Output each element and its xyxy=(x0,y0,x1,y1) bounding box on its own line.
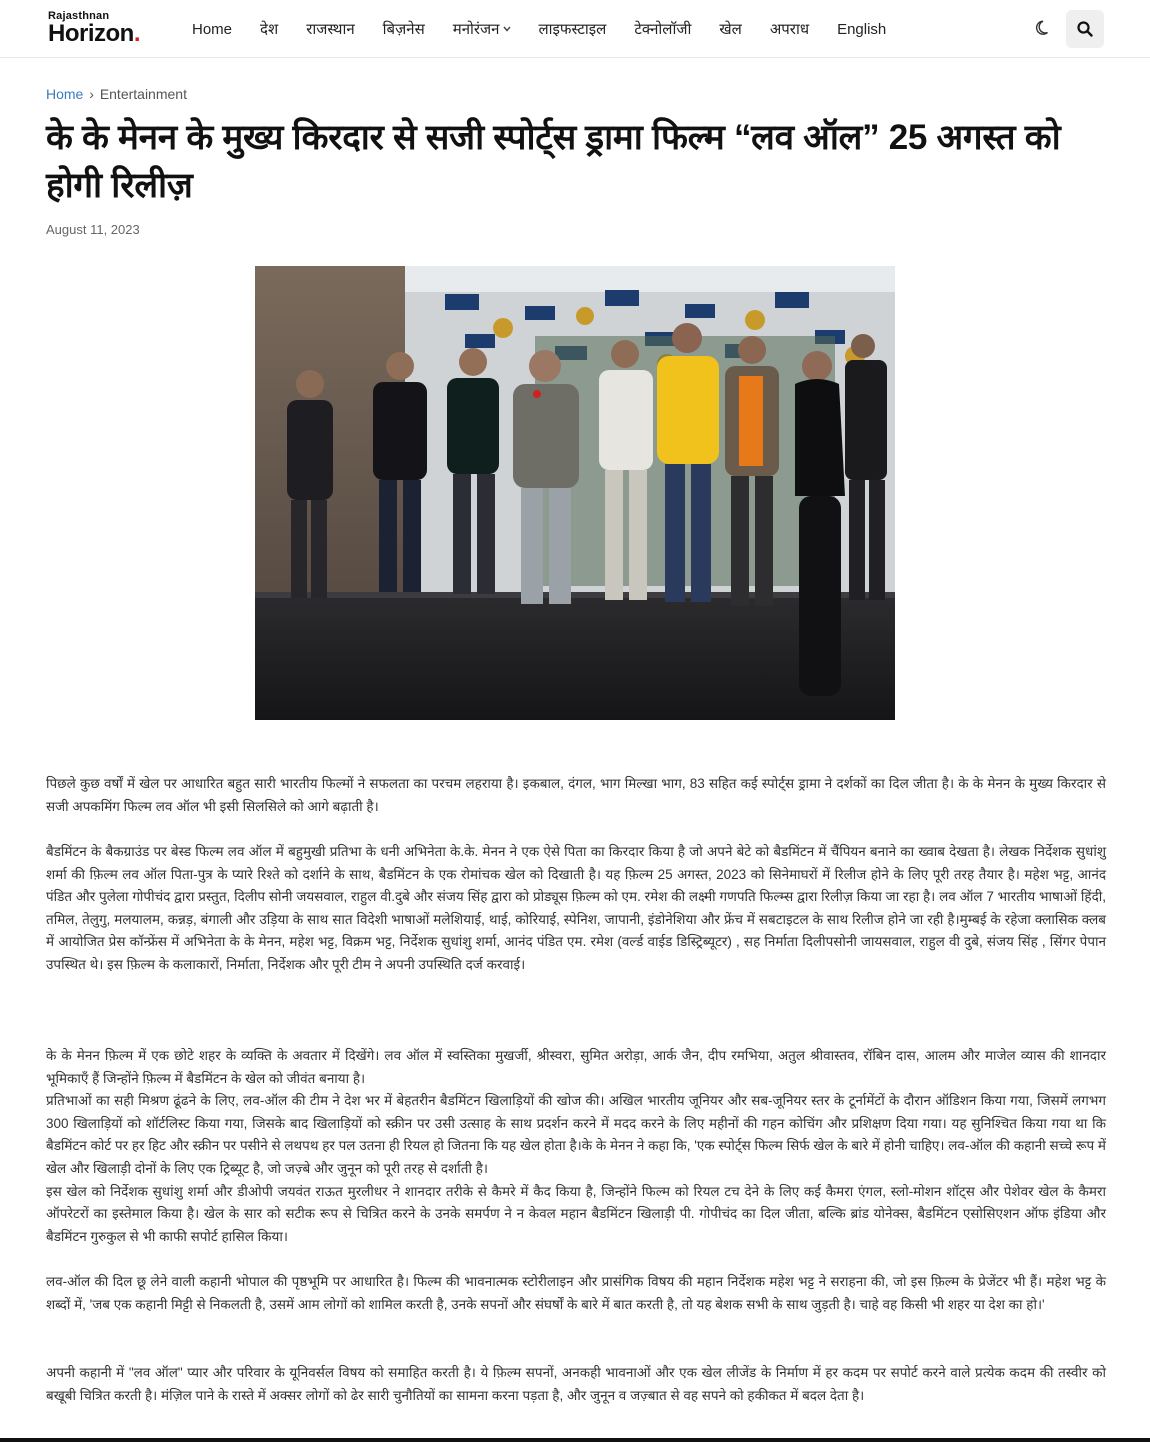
logo-dot: . xyxy=(133,20,140,47)
logo-top-text: Rajasthnan xyxy=(48,10,110,22)
breadcrumb xyxy=(46,86,187,102)
site-logo[interactable] xyxy=(48,10,168,50)
breadcrumb-home-link[interactable]: Home xyxy=(46,86,84,102)
nav-item-entertainment[interactable] xyxy=(453,19,511,39)
article-paragraph: अपनी कहानी में "लव ऑल" प्यार और परिवार के यूनिवर्सल विषय को समाहित करती है। ये फ़िल्म सपनों, अनकही भावनाओं और एक खेल लीजेंड के निर्माण में हर कदम पर सपोर्ट करने वाले प्रत्येक कदम की तस्वीर को बखूबी चित्रित करती है। मंज़िल पाने के रास्ते में अक्सर लोगों को ढेर सारी चुनौतियों का सामना करना पड़ता है, और जुनून व जज़्बात से वह सपने को हकीकत में बदल देता है। xyxy=(46,1365,1106,1403)
article-paragraph: पिछले कुछ वर्षों में खेल पर आधारित बहुत सारी भारतीय फिल्मों ने सफलता का परचम लहराया है। इकबाल, दंगल, भाग मिल्खा भाग, 83 सहित कई स्पोर्ट्स ड्रामा ने दर्शकों का दिल जीता है। के के मेनन के मुख्य किरदार से सजी अपकमिंग फिल्म लव ऑल भी इसी सिलसिले को आगे बढ़ाती है। xyxy=(46,776,1106,814)
footer-divider xyxy=(0,1438,1150,1442)
article-paragraph: बैडमिंटन के बैकग्राउंड पर बेस्ड फिल्म लव ऑल में बहुमुखी प्रतिभा के धनी अभिनेता के.के. मेनन ने एक ऐसे पिता का किरदार किया है जो अपने बेटे को बैडमिंटन में चैंपियन बनाने का ख्वाब देखता है। लेखक निर्देशक सुधांशु शर्मा की फ़िल्म लव ऑल पिता-पुत्र के प्यारे रिश्ते को दर्शाने के साथ, बैडमिंटन के एक रोमांचक खेल को दिखाती है। यह फ़िल्म 25 अगस्त, 2023 को सिनेमाघरों में रिलीज होने के लिए पूरी तरह तैयार है। महेश भट्ट, आनंद पंडित और पुलेला गोपीचंद द्वारा प्रस्तुत, दिलीप सोनी जयसवाल, राहुल वी.दुबे और संजय सिंह द्वारा को प्रोड्यूस फ़िल्म को एम. रमेश की लक्ष्मी गणपति फिल्म्स द्वारा रिलीज़ किया जा रहा है। लव ऑल 7 भारतीय भाषाओं हिंदी, तमिल, तेलुगु, मलयालम, कन्नड़, बंगाली और उड़िया के साथ सात विदेशी भाषाओं मलेशियाई, थाई, कोरियाई, स्पेनिश, जापानी, इंडोनेशिया और फ्रेंच में सबटाइटल के साथ रिलीज होने जा रही है।मुम्बई के रहेजा क्लासिक क्लब में आयोजित प्रेस कॉन्फ्रेंस में अभिनेता के के मेनन, महेश भट्ट, विक्रम भट्ट, निर्देशक सुधांशु शर्मा, आनंद पंडित एम. रमेश (वर्ल्ड वाईड डिस्ट्रिब्यूटर) , सह निर्माता दिलीपसोनी जायसवाल, राहुल वी दुबे, संजय सिंह , सिंगर पेपान उपस्थित थे। इस फ़िल्म के कलाकारों, निर्माता, निर्देशक और पूरी टीम ने अपनी उपस्थिति दर्ज करवाई। xyxy=(46,844,1106,972)
nav-item-rajasthan[interactable]: राजस्थान xyxy=(306,21,355,38)
nav-item-crime[interactable]: अपराध xyxy=(769,21,810,38)
nav-item-sports[interactable]: खेल xyxy=(719,21,742,38)
main-nav xyxy=(192,18,914,40)
nav-item-technology[interactable]: टेक्नोलॉजी xyxy=(634,21,692,38)
nav-item-desh[interactable]: देश xyxy=(260,21,279,38)
moon-icon[interactable] xyxy=(1034,18,1054,38)
nav-item-entertainment-label: मनोरंजन xyxy=(452,21,500,38)
nav-item-business[interactable]: बिज़नेस xyxy=(382,21,425,38)
article-date: August 11, 2023 xyxy=(46,222,140,237)
breadcrumb-current[interactable]: Entertainment xyxy=(99,86,187,102)
site-header xyxy=(0,0,1150,58)
chevron-down-icon xyxy=(503,24,511,34)
search-button[interactable] xyxy=(1066,10,1104,48)
nav-item-lifestyle[interactable]: लाइफस्टाइल xyxy=(538,21,607,38)
article-paragraph: के के मेनन फ़िल्म में एक छोटे शहर के व्यक्ति के अवतार में दिखेंगे। लव ऑल में स्वस्तिका मुखर्जी, श्रीस्वरा, सुमित अरोड़ा, आर्क जैन, दीप रमभिया, अतुल श्रीवास्तव, रॉबिन दास, आलम और माजेल व्यास की शानदार भूमिकाएँ हैं जिन्होंने फ़िल्म में बैडमिंटन के खेल को जीवंत बनाया है। प्रतिभाओं का सही मिश्रण ढूंढने के लिए, लव-ऑल की टीम ने देश भर में बेहतरीन बैडमिंटन खिलाड़ियों की खोज की। अखिल भारतीय जूनियर और सब-जूनियर स्तर के टूर्नामेंटों के दौरान ऑडिशन किया गया, जिसमें लगभग 300 खिलाड़ियों को शॉर्टलिस्ट किया गया, जिसके बाद खिलाड़ियों को स्क्रीन पर उसी उत्साह के साथ प्रदर्शन करने में मदद करने के लिए महीनों की गहन कोचिंग और प्रशिक्षण दिया गया। यह सुनिश्चित किया गया था कि बैडमिंटन कोर्ट पर हर हिट और स्क्रीन पर पसीने से लथपथ हर पल उतना ही रियल हो जितना कि यह खेल होता है।के के मेनन ने कहा कि, 'एक स्पोर्ट्स फिल्म सिर्फ खेल के बारे में होनी चाहिए। लव-ऑल की कहानी सच्चे रूप में खेल और खिलाड़ी दोनों के लिए एक ट्रिब्यूट है, जो जज़्बे और जुनून को पूरी तरह से दर्शाती है। इस खेल को निर्देशक सुधांशु शर्मा और डीओपी जयवंत राऊत मुरलीधर ने शानदार तरीके से कैमरे में कैद किया है, जिन्होंने फिल्म को रियल टच देने के लिए कई कैमरा एंगल, स्लो-मोशन शॉट्स और पेशेवर खेल के कैमरा ऑपरेटरों का इस्तेमाल किया है। खेल के सार को सटीक रूप से चित्रित करने के उनके समर्पण ने न केवल महान बैडमिंटन खिलाड़ी पी. गोपीचंद का दिल जीता, बल्कि ब्रांड योनेक्स, बैडमिंटन एसोसिएशन ऑफ इंडिया और बैडमिंटन गुरुकुल से भी काफी सपोर्ट हासिल किया। xyxy=(46,1048,1106,1244)
article-title: के के मेनन के मुख्य किरदार से सजी स्पोर्ट्स ड्रामा फिल्म “लव ऑल” 25 अगस्त को होगी रिलीज़ xyxy=(46,118,1061,205)
article-paragraph: लव-ऑल की दिल छू लेने वाली कहानी भोपाल की पृष्ठभूमि पर आधारित है। फिल्म की भावनात्मक स्टोरीलाइन और प्रासंगिक विषय की महान निर्देशक महेश भट्ट ने सराहना की, जो इस फ़िल्म के प्रेजेंटर भी हैं। महेश भट्ट के शब्दों में, 'जब एक कहानी मिट्टी से निकलती है, उसमें आम लोगों को शामिल करती है, उनके सपनों और संघर्षों के बारे में बात करती है, तो यह बेशक सभी के साथ जुड़ती है। चाहे वह किसी भी शहर या देश का हो।' xyxy=(46,1274,1106,1312)
breadcrumb-separator: › xyxy=(89,86,94,102)
nav-item-english[interactable]: English xyxy=(837,20,887,38)
search-icon xyxy=(1077,21,1093,37)
logo-main-text xyxy=(48,20,140,48)
article-featured-image xyxy=(255,266,895,720)
nav-item-home[interactable]: Home xyxy=(192,20,233,38)
logo-main-word: Horizon xyxy=(48,20,134,47)
